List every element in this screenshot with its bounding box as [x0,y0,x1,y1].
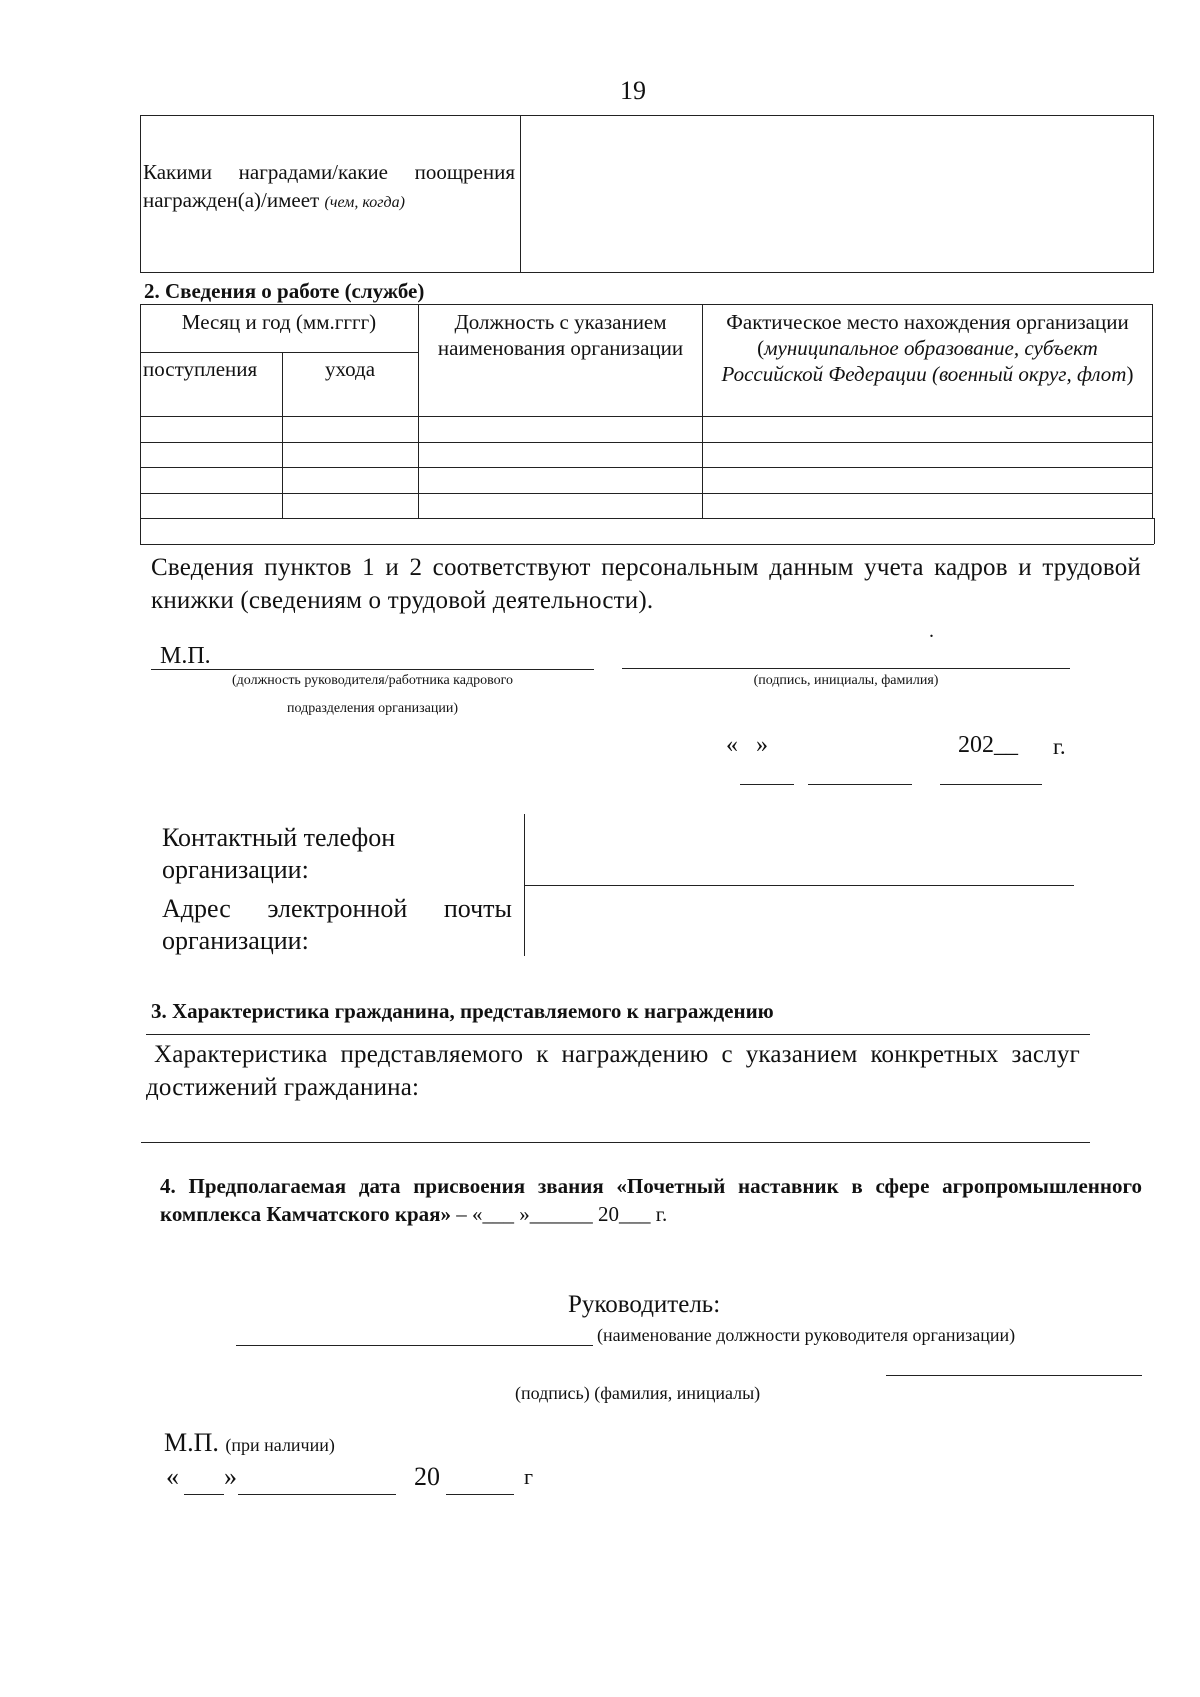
section2-title: 2. Сведения о работе (службе) [144,279,425,303]
head-position-line[interactable] [236,1345,593,1346]
section3-title: 3. Характеристика гражданина, представляемого к награждению [151,999,774,1023]
signature-line[interactable] [622,668,1070,669]
phone-label: Контактный телефон организации: [162,823,396,884]
awards-label-text: Какими наградами/какие поощрения награжден(а)/имеет [143,160,515,212]
date-quotes: « » [726,732,768,758]
signature-caption: (подпись, инициалы, фамилия) [753,673,939,688]
awards-table-divider [520,115,521,273]
position-line[interactable] [151,669,594,670]
col-entry-header: поступления [143,357,258,381]
col-month-year-header: Месяц и год (мм.гггг) [181,310,377,334]
head-stamp: М.П. (при наличии) [164,1428,335,1457]
page-number: 19 [620,76,646,105]
date-day-line[interactable] [740,784,794,785]
col-position-header: Должность с указанием наименования организации [437,310,684,360]
section3-answer-line[interactable] [141,1142,1090,1143]
head-signature-line[interactable] [886,1375,1142,1376]
head-position-caption: (наименование должности руководителя организации) [597,1325,1016,1345]
col-leave-header: ухода [324,357,376,381]
phone-field[interactable] [528,818,1068,882]
confirmation-text: Сведения пунктов 1 и 2 соответствуют персональным данным учета кадров и трудовой книжки (сведениям о трудовой деятельности). [151,554,1141,614]
section4-text: 4. Предполагаемая дата присвоения звания «Почетный наставник в сфере агропромышленного комплекса Камчатского края» – «___ »______ 20___ г. [160,1174,1142,1226]
date-year: 202__ [958,732,1018,758]
email-label: Адрес электронной почты организации: [162,894,512,955]
position-caption-2: подразделения организации) [287,701,458,716]
head-title: Руководитель: [568,1291,721,1318]
date-year-line[interactable] [940,784,1042,785]
section3-rule [146,1034,1090,1035]
awards-value-cell[interactable] [522,117,1152,271]
position-caption-1: (должность руководителя/работника кадрового [232,673,513,688]
section3-text: Характеристика представляемого к награждению с указанием конкретных заслуг достижений гражданина: [146,1041,1080,1101]
awards-hint: (чем, когда) [324,194,405,211]
awards-label [143,158,515,217]
head-signature-caption: (подпись) (фамилия, инициалы) [515,1383,761,1403]
date-suffix: г. [1053,734,1066,759]
email-field[interactable] [528,890,1068,954]
date-month-line[interactable] [808,784,912,785]
head-date: « » 20 г [166,1462,546,1496]
col-location-header: Фактическое место нахождения организации (муниципальное образование, субъект Российской Федерации (военный округ, флот) [721,310,1134,386]
dot-mark: . [929,620,934,642]
contacts-row-line [524,885,1074,886]
stamp-mp: М.П. [160,643,211,669]
